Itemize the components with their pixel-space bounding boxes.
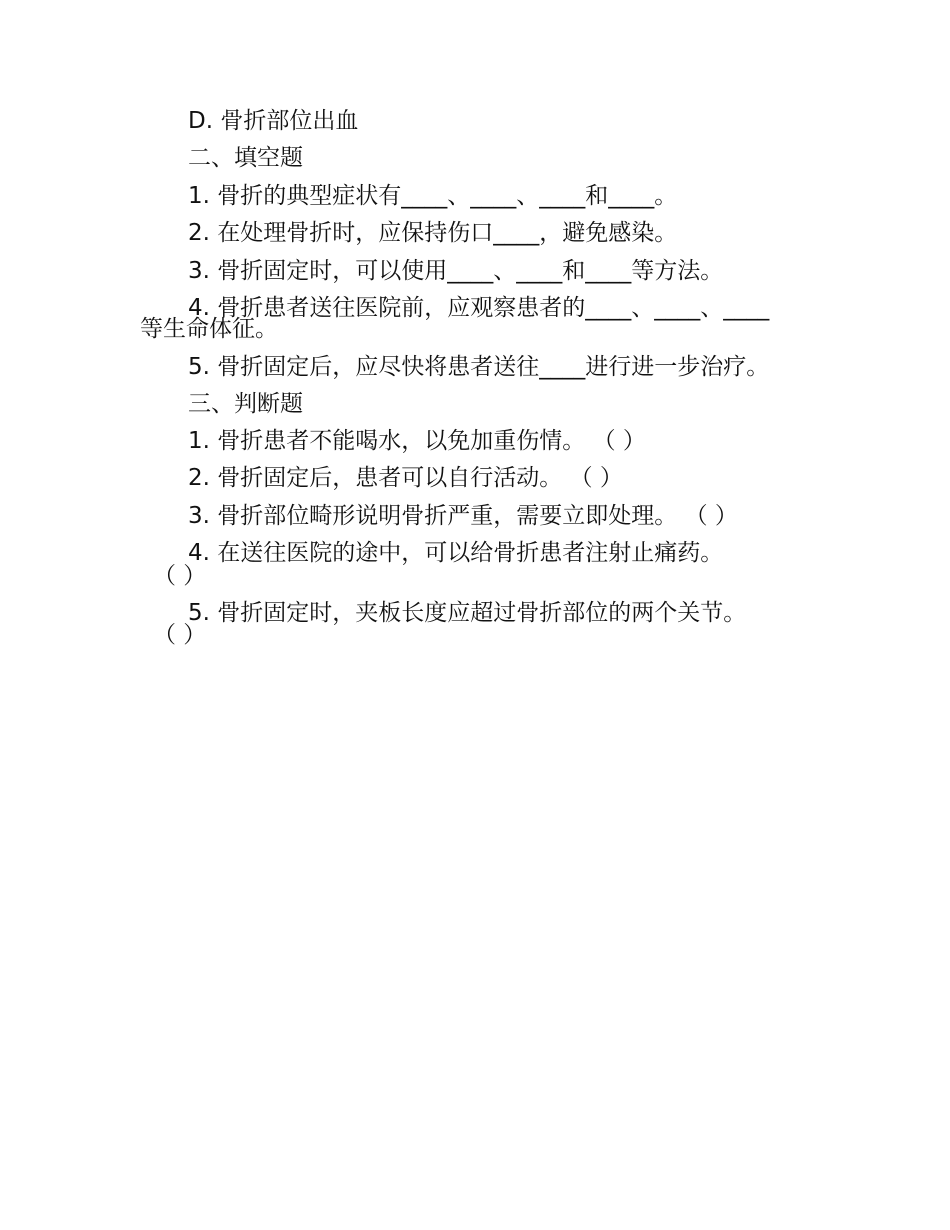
judge-question-4-line-1: 4. 在送往医院的途中，可以给骨折患者注射止痛药。 xyxy=(188,540,724,566)
judge-question-5-answer-parens: （ ） xyxy=(153,622,207,648)
fill-question-4-line-2: 等生命体征。 xyxy=(140,316,278,342)
option-d: D. 骨折部位出血 xyxy=(188,108,359,134)
judge-question-4-answer-parens: （ ） xyxy=(153,563,207,589)
judge-question-1: 1. 骨折患者不能喝水，以免加重伤情。 （ ） xyxy=(188,428,646,454)
fill-question-1: 1. 骨折的典型症状有____、____、____和____。 xyxy=(188,183,678,209)
fill-question-5: 5. 骨折固定后，应尽快将患者送往____进行进一步治疗。 xyxy=(188,354,770,380)
fill-question-4-line-1: 4. 骨折患者送往医院前，应观察患者的____、____、____ xyxy=(188,295,770,321)
judge-question-3: 3. 骨折部位畸形说明骨折严重，需要立即处理。 （ ） xyxy=(188,503,738,529)
fill-question-3: 3. 骨折固定时，可以使用____、____和____等方法。 xyxy=(188,258,724,284)
section-true-false-heading: 三、判断题 xyxy=(188,391,303,417)
judge-question-5-line-1: 5. 骨折固定时，夹板长度应超过骨折部位的两个关节。 xyxy=(188,600,747,626)
fill-question-2: 2. 在处理骨折时，应保持伤口____，避免感染。 xyxy=(188,220,678,246)
section-fill-in-blank-heading: 二、填空题 xyxy=(188,145,303,171)
judge-question-2: 2. 骨折固定后，患者可以自行活动。 （ ） xyxy=(188,465,623,491)
